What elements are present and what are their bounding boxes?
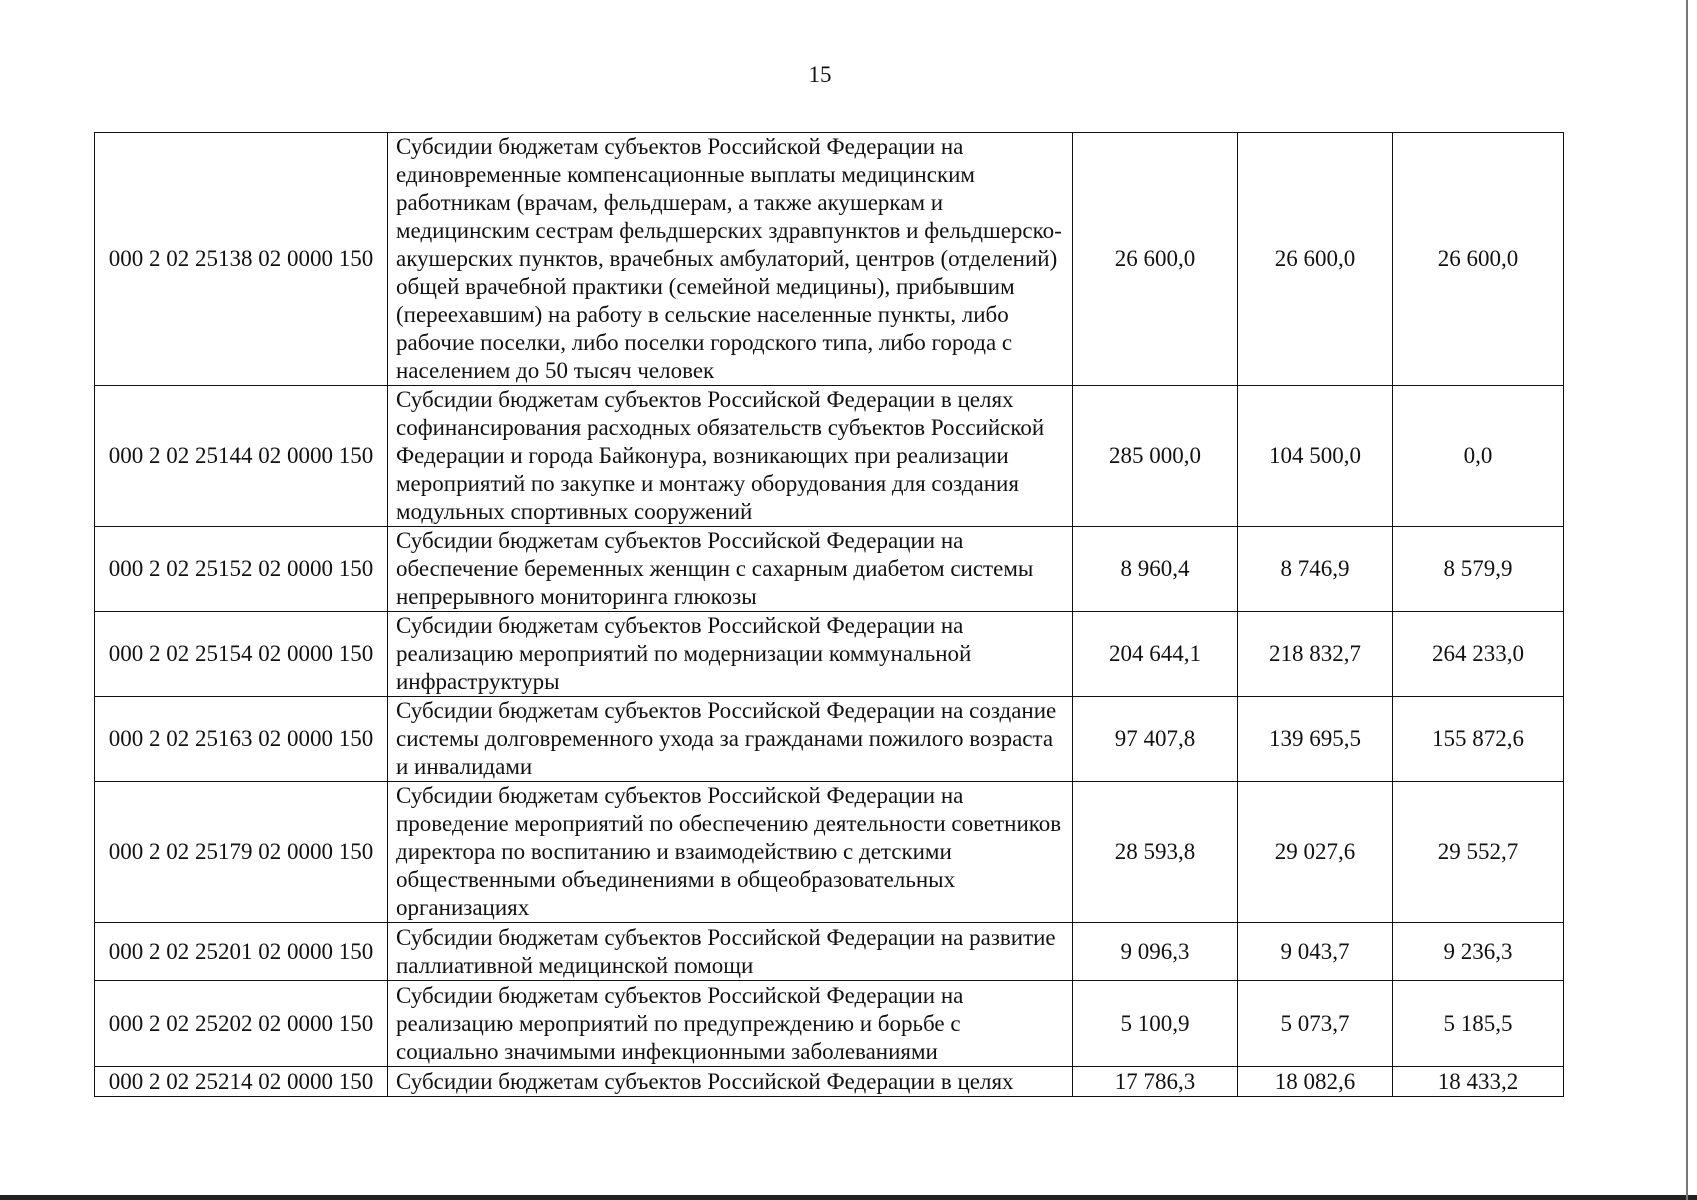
- amount-year-1-cell: 97 407,8: [1073, 697, 1238, 782]
- budget-code-cell: 000 2 02 25201 02 0000 150: [95, 923, 388, 981]
- table-row: [95, 386, 1564, 527]
- amount-year-2-cell: 26 600,0: [1238, 133, 1393, 386]
- budget-code-cell: 000 2 02 25154 02 0000 150: [95, 612, 388, 697]
- amount-year-1-cell: 28 593,8: [1073, 782, 1238, 923]
- description-cell: Субсидии бюджетам субъектов Российской Федерации на реализацию мероприятий по предупреждению и борьбе с социально значимыми инфекционными заболеваниями: [388, 981, 1073, 1067]
- amount-year-2-cell: 9 043,7: [1238, 923, 1393, 981]
- budget-code-cell: 000 2 02 25179 02 0000 150: [95, 782, 388, 923]
- budget-code-cell: 000 2 02 25138 02 0000 150: [95, 133, 388, 386]
- budget-code-cell: 000 2 02 25144 02 0000 150: [95, 386, 388, 527]
- amount-year-2-cell: 5 073,7: [1238, 981, 1393, 1067]
- amount-year-3-cell: 18 433,2: [1393, 1067, 1564, 1097]
- budget-code-cell: 000 2 02 25214 02 0000 150: [95, 1067, 388, 1097]
- amount-year-3-cell: 155 872,6: [1393, 697, 1564, 782]
- description-cell: Субсидии бюджетам субъектов Российской Федерации на единовременные компенсационные выплаты медицинским работникам (врачам, фельдшерам, а также акушеркам и медицинским сестрам фельдшерских здравпунктов и фельдшерско-акушерских пунктов, врачебных амбулаторий, центров (отделений) общей врачебной практики (семейной медицины), прибывшим (переехавшим) на работу в сельские населенные пункты, либо рабочие поселки, либо поселки городского типа, либо города с населением до 50 тысяч человек: [388, 133, 1073, 386]
- table-row: [95, 697, 1564, 782]
- amount-year-1-cell: 9 096,3: [1073, 923, 1238, 981]
- amount-year-3-cell: 26 600,0: [1393, 133, 1564, 386]
- amount-year-1-cell: 285 000,0: [1073, 386, 1238, 527]
- amount-year-1-cell: 26 600,0: [1073, 133, 1238, 386]
- amount-year-1-cell: 8 960,4: [1073, 527, 1238, 612]
- amount-year-2-cell: 8 746,9: [1238, 527, 1393, 612]
- amount-year-2-cell: 29 027,6: [1238, 782, 1393, 923]
- scan-edge-right: [1686, 0, 1688, 1200]
- description-cell: Субсидии бюджетам субъектов Российской Федерации в целях: [388, 1067, 1073, 1097]
- budget-code-cell: 000 2 02 25202 02 0000 150: [95, 981, 388, 1067]
- table-row: [95, 923, 1564, 981]
- table-row: [95, 612, 1564, 697]
- table-row: [95, 133, 1564, 386]
- budget-code-cell: 000 2 02 25163 02 0000 150: [95, 697, 388, 782]
- amount-year-2-cell: 139 695,5: [1238, 697, 1393, 782]
- amount-year-3-cell: 264 233,0: [1393, 612, 1564, 697]
- amount-year-3-cell: 0,0: [1393, 386, 1564, 527]
- table-row: [95, 981, 1564, 1067]
- amount-year-1-cell: 204 644,1: [1073, 612, 1238, 697]
- description-cell: Субсидии бюджетам субъектов Российской Федерации на реализацию мероприятий по модернизации коммунальной инфраструктуры: [388, 612, 1073, 697]
- budget-code-cell: 000 2 02 25152 02 0000 150: [95, 527, 388, 612]
- description-cell: Субсидии бюджетам субъектов Российской Федерации на обеспечение беременных женщин с сахарным диабетом системы непрерывного мониторинга глюкозы: [388, 527, 1073, 612]
- table-row: [95, 527, 1564, 612]
- amount-year-3-cell: 5 185,5: [1393, 981, 1564, 1067]
- description-cell: Субсидии бюджетам субъектов Российской Федерации на создание системы долговременного ухода за гражданами пожилого возраста и инвалидами: [388, 697, 1073, 782]
- amount-year-2-cell: 104 500,0: [1238, 386, 1393, 527]
- subsidy-table: [94, 132, 1564, 1097]
- amount-year-3-cell: 29 552,7: [1393, 782, 1564, 923]
- amount-year-2-cell: 218 832,7: [1238, 612, 1393, 697]
- scan-edge-bottom: [0, 1195, 1697, 1200]
- table-row: [95, 782, 1564, 923]
- description-cell: Субсидии бюджетам субъектов Российской Федерации на проведение мероприятий по обеспечению деятельности советников директора по воспитанию и взаимодействию с детскими общественными объединениями в общеобразовательных организациях: [388, 782, 1073, 923]
- amount-year-2-cell: 18 082,6: [1238, 1067, 1393, 1097]
- amount-year-3-cell: 8 579,9: [1393, 527, 1564, 612]
- page-number: 15: [808, 62, 832, 87]
- amount-year-3-cell: 9 236,3: [1393, 923, 1564, 981]
- amount-year-1-cell: 5 100,9: [1073, 981, 1238, 1067]
- description-cell: Субсидии бюджетам субъектов Российской Федерации на развитие паллиативной медицинской помощи: [388, 923, 1073, 981]
- table-row: [95, 1067, 1564, 1097]
- description-cell: Субсидии бюджетам субъектов Российской Федерации в целях софинансирования расходных обязательств субъектов Российской Федерации и города Байконура, возникающих при реализации мероприятий по закупке и монтажу оборудования для создания модульных спортивных сооружений: [388, 386, 1073, 527]
- amount-year-1-cell: 17 786,3: [1073, 1067, 1238, 1097]
